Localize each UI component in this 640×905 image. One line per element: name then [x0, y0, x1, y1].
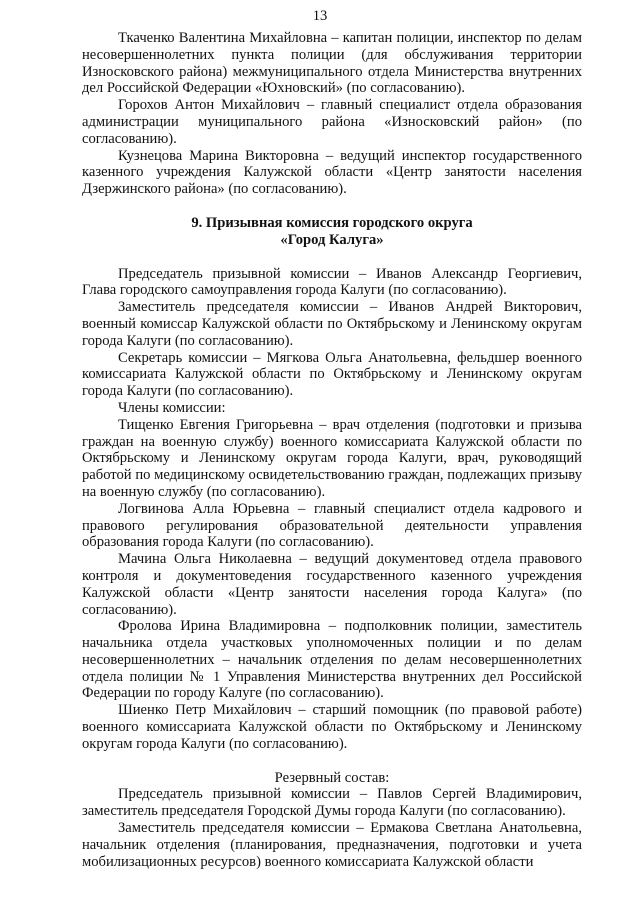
member-paragraph: Тищенко Евгения Григорьевна – врач отделения (подготовки и призыва граждан на военную службу) военного комиссариата Калужской области по Октябрьскому и Ленинскому округам города Калуги, врач, руководящий работой по медицинскому освидетельствованию граждан, подлежащих призыву на военную службу (по согласованию).: [82, 416, 582, 500]
section-subtitle: «Город Калуга»: [280, 231, 384, 248]
document-body: [82, 30, 582, 870]
member-paragraph: Шиенко Петр Михайлович – старший помощник (по правовой работе) военного комиссариата Калужской области по Октябрьскому и Ленинскому округам города Калуги (по согласованию).: [82, 702, 582, 752]
member-paragraph: Горохов Антон Михайлович – главный специалист отдела образования администрации муниципального района «Износковский район» (по согласованию).: [82, 97, 582, 147]
section-title: 9. Призывная комиссия городского округа: [191, 214, 473, 231]
previous-section-members: [82, 30, 582, 198]
secretary-paragraph: Секретарь комиссии – Мягкова Ольга Анатольевна, фельдшер военного комиссариата Калужской области по Октябрьскому и Ленинскому округам города Калуги (по согласованию).: [82, 349, 582, 400]
member-paragraph: Ткаченко Валентина Михайловна – капитан полиции, инспектор по делам несовершеннолетних пункта полиции (для обслуживания территории Износковского района) межмуниципального отдела Министерства внутренних дел Российской Федерации «Юхновский» (по согласованию).: [82, 30, 582, 97]
member-paragraph: Кузнецова Марина Викторовна – ведущий инспектор государственного казенного учреждения Калужской области «Центр занятости населения Дзержинского района» (по согласованию).: [82, 147, 582, 198]
commission-composition: [82, 266, 582, 753]
member-paragraph: Логвинова Алла Юрьевна – главный специалист отдела кадрового и правового регулирования образовательной деятельности управления образования города Калуги (по согласованию).: [82, 500, 582, 551]
member-paragraph: Мачина Ольга Николаевна – ведущий документовед отдела правового контроля и документоведения государственного казенного учреждения Калужской области «Центр занятости населения города Калуга» (по согласованию).: [82, 551, 582, 618]
chairman-paragraph: Председатель призывной комиссии – Иванов Александр Георгиевич, Глава городского самоуправления города Калуги (по согласованию).: [82, 265, 582, 299]
reserve-deputy-paragraph: Заместитель председателя комиссии – Ермакова Светлана Анатольевна, начальник отделения (планирования, предназначения, подготовки и учета мобилизационных ресурсов) военного комиссариата Калужской области: [82, 820, 582, 870]
member-paragraph: Фролова Ирина Владимировна – подполковник полиции, заместитель начальника отдела участковых уполномоченных полиции и по делам несовершеннолетних – начальник отделения по делам несовершеннолетних отдела полиции № 1 Управления Министерства внутренних дел Российской Федерации по городу Калуге (по согласованию).: [82, 618, 582, 702]
reserve-title: Резервный состав:: [274, 769, 390, 786]
reserve-composition: [82, 786, 582, 870]
members-label: Члены комиссии:: [118, 399, 226, 416]
deputy-chairman-paragraph: Заместитель председателя комиссии – Иванов Андрей Викторович, военный комиссар Калужской области по Октябрьскому и Ленинскому округам города Калуги (по согласованию).: [82, 299, 582, 349]
reserve-chairman-paragraph: Председатель призывной комиссии – Павлов Сергей Владимирович, заместитель председателя Городской Думы города Калуги (по согласованию).: [82, 786, 582, 820]
page-number: 13: [312, 8, 328, 24]
